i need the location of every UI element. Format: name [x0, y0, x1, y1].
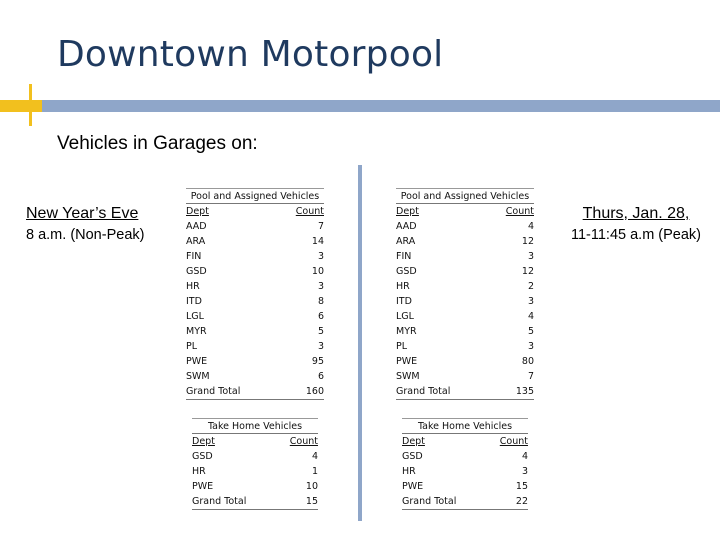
count-cell: 4: [311, 451, 318, 462]
count-cell: 2: [527, 281, 534, 292]
dept-cell: PL: [186, 341, 198, 352]
count-header: Count: [295, 206, 324, 217]
dept-cell: GSD: [396, 266, 417, 277]
dept-cell: PWE: [192, 481, 214, 492]
dept-cell: PWE: [402, 481, 424, 492]
left-label-line2: 8 a.m. (Non-Peak): [26, 227, 145, 243]
grand-total-label: Grand Total: [192, 494, 275, 510]
table-row: [186, 279, 324, 294]
grand-total-value: 22: [485, 494, 528, 510]
dept-cell: PWE: [186, 356, 208, 367]
right-pool-table: [396, 188, 534, 400]
grand-total-value: 135: [487, 384, 534, 400]
table-caption: Take Home Vehicles: [192, 418, 318, 434]
count-cell: 4: [527, 311, 534, 322]
dept-cell: AAD: [396, 221, 417, 232]
table-row: [186, 354, 324, 369]
table-row: [186, 294, 324, 309]
table-row: [402, 449, 528, 464]
count-cell: 14: [311, 236, 324, 247]
count-cell: 3: [527, 296, 534, 307]
count-cell: 5: [317, 326, 324, 337]
subtitle: Vehicles in Garages on:: [57, 133, 258, 154]
dept-cell: MYR: [396, 326, 417, 337]
count-header: Count: [289, 436, 318, 447]
left-date-label: [26, 205, 144, 243]
dept-cell: PL: [396, 341, 408, 352]
count-cell: 12: [521, 266, 534, 277]
grand-total-label: Grand Total: [402, 494, 485, 510]
table-row: [186, 369, 324, 384]
vertical-divider: [358, 165, 362, 521]
dept-cell: ARA: [186, 236, 206, 247]
dept-header: Dept: [396, 206, 419, 217]
table-caption: Take Home Vehicles: [402, 418, 528, 434]
dept-cell: HR: [192, 466, 206, 477]
gold-rule: [0, 100, 42, 112]
grand-total-row: [186, 384, 324, 400]
count-header: Count: [499, 436, 528, 447]
count-header: Count: [505, 206, 534, 217]
right-date-label: [556, 205, 716, 243]
table-header-row: [402, 434, 528, 449]
dept-cell: ARA: [396, 236, 416, 247]
count-cell: 5: [527, 326, 534, 337]
table-row: [396, 354, 534, 369]
dept-cell: ITD: [186, 296, 202, 307]
count-cell: 1: [311, 466, 318, 477]
dept-cell: GSD: [402, 451, 423, 462]
right-take-home-table: [402, 418, 528, 510]
count-cell: 3: [317, 281, 324, 292]
table-row: [402, 479, 528, 494]
count-cell: 3: [317, 341, 324, 352]
dept-cell: HR: [402, 466, 416, 477]
table-row: [396, 339, 534, 354]
right-label-line2: 11-11:45 a.m (Peak): [570, 227, 702, 243]
count-cell: 6: [317, 371, 324, 382]
left-pool-table: [186, 188, 324, 400]
count-cell: 3: [527, 251, 534, 262]
count-cell: 10: [311, 266, 324, 277]
grand-total-label: Grand Total: [396, 384, 487, 400]
blue-rule: [42, 100, 720, 112]
table-row: [396, 309, 534, 324]
dept-cell: MYR: [186, 326, 207, 337]
count-cell: 10: [305, 481, 318, 492]
table-row: [192, 449, 318, 464]
dept-cell: FIN: [396, 251, 412, 262]
left-label-line1: New Year’s Eve: [26, 205, 139, 222]
count-cell: 80: [521, 356, 534, 367]
grand-total-value: 160: [277, 384, 324, 400]
dept-cell: PWE: [396, 356, 418, 367]
table-row: [186, 219, 324, 234]
count-cell: 4: [521, 451, 528, 462]
grand-total-row: [402, 494, 528, 510]
count-cell: 6: [317, 311, 324, 322]
dept-cell: HR: [186, 281, 200, 292]
right-label-line1: Thurs, Jan. 28,: [582, 205, 690, 222]
table-row: [186, 264, 324, 279]
table-row: [186, 309, 324, 324]
dept-cell: FIN: [186, 251, 202, 262]
dept-cell: HR: [396, 281, 410, 292]
count-cell: 8: [317, 296, 324, 307]
count-cell: 95: [311, 356, 324, 367]
dept-cell: SWM: [396, 371, 420, 382]
grand-total-value: 15: [275, 494, 318, 510]
count-cell: 15: [515, 481, 528, 492]
table-header-row: [186, 204, 324, 219]
grand-total-label: Grand Total: [186, 384, 277, 400]
table-row: [396, 264, 534, 279]
table-row: [186, 324, 324, 339]
dept-cell: LGL: [396, 311, 414, 322]
table-row: [186, 234, 324, 249]
dept-header: Dept: [192, 436, 215, 447]
table-row: [396, 324, 534, 339]
page-title: Downtown Motorpool: [57, 34, 444, 75]
dept-cell: SWM: [186, 371, 210, 382]
dept-cell: GSD: [186, 266, 207, 277]
count-cell: 7: [527, 371, 534, 382]
table-row: [396, 294, 534, 309]
count-cell: 12: [521, 236, 534, 247]
table-row: [396, 219, 534, 234]
count-cell: 7: [317, 221, 324, 232]
table-row: [396, 369, 534, 384]
dept-cell: ITD: [396, 296, 412, 307]
dept-cell: GSD: [192, 451, 213, 462]
count-cell: 3: [527, 341, 534, 352]
count-cell: 4: [527, 221, 534, 232]
table-row: [192, 464, 318, 479]
count-cell: 3: [521, 466, 528, 477]
table-row: [396, 234, 534, 249]
table-row: [186, 249, 324, 264]
table-header-row: [396, 204, 534, 219]
dept-cell: AAD: [186, 221, 207, 232]
table-caption: Pool and Assigned Vehicles: [396, 188, 534, 204]
dept-header: Dept: [186, 206, 209, 217]
table-row: [402, 464, 528, 479]
left-take-home-table: [192, 418, 318, 510]
count-cell: 3: [317, 251, 324, 262]
table-row: [192, 479, 318, 494]
grand-total-row: [192, 494, 318, 510]
dept-cell: LGL: [186, 311, 204, 322]
table-header-row: [192, 434, 318, 449]
table-row: [396, 249, 534, 264]
grand-total-row: [396, 384, 534, 400]
table-row: [186, 339, 324, 354]
table-row: [396, 279, 534, 294]
table-caption: Pool and Assigned Vehicles: [186, 188, 324, 204]
dept-header: Dept: [402, 436, 425, 447]
